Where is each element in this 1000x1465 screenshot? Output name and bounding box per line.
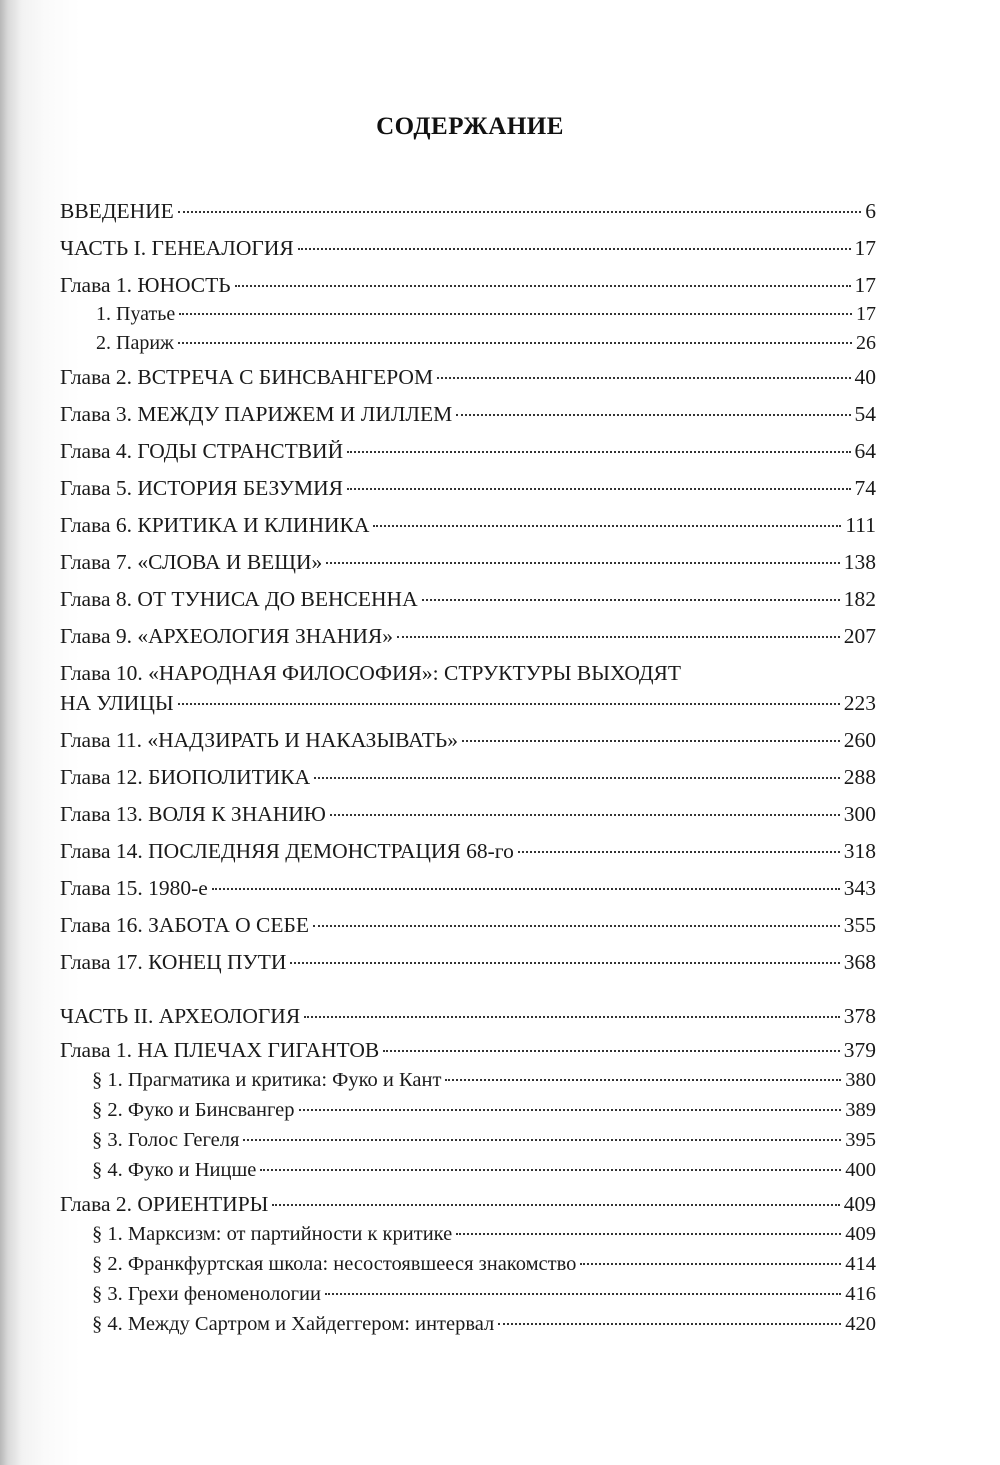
toc-chapter (60, 688, 876, 718)
toc-entry-label: ЧАСТЬ II. АРХЕОЛОГИЯ (60, 1004, 301, 1028)
toc-chapter (60, 799, 876, 829)
toc-entry-page: 400 (845, 1159, 876, 1181)
toc-chapter (60, 584, 876, 614)
toc-entry-label: Глава 7. «СЛОВА И ВЕЩИ» (60, 550, 323, 574)
toc-entry-page: 223 (843, 691, 876, 715)
dot-leader (445, 1079, 841, 1081)
toc-entry-page: 414 (845, 1253, 876, 1275)
toc-entry-label: § 4. Фуко и Ницше (92, 1159, 257, 1181)
toc-entry-label: § 1. Марксизм: от партийности к критике (92, 1223, 453, 1245)
toc-entry-page: 380 (845, 1069, 876, 1091)
toc-entry-label: Глава 6. КРИТИКА И КЛИНИКА (60, 513, 370, 537)
toc-section (60, 1309, 876, 1339)
toc-entry-page: 182 (843, 587, 876, 611)
toc-entry-label: § 4. Между Сартром и Хайдеггером: интервал (92, 1313, 495, 1335)
toc-chapter (60, 836, 876, 866)
toc-entry-label: Глава 2. ВСТРЕЧА С БИНСВАНГЕРОМ (60, 365, 434, 389)
toc-section (60, 1219, 876, 1249)
toc-entry-page: 17 (856, 303, 876, 325)
toc-entry (60, 196, 876, 226)
toc-chapter (60, 270, 876, 300)
dot-leader (272, 1204, 839, 1206)
dot-leader (304, 1016, 840, 1018)
dot-leader (178, 342, 852, 344)
toc-entry-page: 17 (854, 236, 876, 260)
dot-leader (314, 777, 840, 779)
toc-chapter (60, 510, 876, 540)
toc-entry-label: § 1. Прагматика и критика: Фуко и Кант (92, 1069, 442, 1091)
toc-chapter (60, 1189, 876, 1219)
toc-chapter (60, 725, 876, 755)
toc-entry-page: 17 (854, 273, 876, 297)
toc-entry-label: 1. Пуатье (96, 303, 176, 325)
toc-entry-label: Глава 9. «АРХЕОЛОГИЯ ЗНАНИЯ» (60, 624, 393, 648)
toc-entry-label: § 3. Грехи феноменологии (92, 1283, 321, 1305)
dot-leader (179, 313, 852, 315)
toc-entry-page: 288 (843, 765, 876, 789)
dot-leader (325, 1293, 841, 1295)
toc-entry-label: Глава 8. ОТ ТУНИСА ДО ВЕНСЕННА (60, 587, 418, 611)
toc-entry-label: Глава 1. ЮНОСТЬ (60, 273, 231, 297)
toc-entry-page: 54 (854, 402, 876, 426)
toc-entry-page: 368 (843, 950, 876, 974)
dot-leader (498, 1323, 841, 1325)
toc-entry-label: ЧАСТЬ I. ГЕНЕАЛОГИЯ (60, 236, 294, 260)
toc-entry-label: Глава 12. БИОПОЛИТИКА (60, 765, 311, 789)
dot-leader (422, 599, 840, 601)
toc-entry-label: Глава 4. ГОДЫ СТРАНСТВИЙ (60, 439, 344, 463)
toc-entry-page: 318 (843, 839, 876, 863)
toc-entry-label: Глава 2. ОРИЕНТИРЫ (60, 1192, 269, 1216)
toc-subsection (60, 300, 876, 329)
toc-entry-label: § 2. Франкфуртская школа: несостоявшееся знакомство (92, 1253, 577, 1275)
toc-entry-page: 74 (854, 476, 876, 500)
toc-entry-page: 355 (843, 913, 876, 937)
toc-entry-label: Глава 13. ВОЛЯ К ЗНАНИЮ (60, 802, 326, 826)
toc-chapter (60, 362, 876, 392)
toc-entry-page: 64 (854, 439, 876, 463)
toc-section (60, 1065, 876, 1095)
toc-entry-label: Глава 1. НА ПЛЕЧАХ ГИГАНТОВ (60, 1038, 380, 1062)
dot-leader (243, 1139, 841, 1141)
toc-entry-page: 207 (843, 624, 876, 648)
toc-entry-label: Глава 3. МЕЖДУ ПАРИЖЕМ И ЛИЛЛЕМ (60, 402, 453, 426)
toc-entry-page: 379 (843, 1038, 876, 1062)
toc-entry-page: 420 (845, 1313, 876, 1335)
dot-leader (456, 1233, 841, 1235)
toc-chapter (60, 473, 876, 503)
dot-leader (383, 1050, 839, 1052)
dot-leader (397, 636, 840, 638)
toc-entry-page: 409 (845, 1223, 876, 1245)
toc-entry-label: Глава 14. ПОСЛЕДНЯЯ ДЕМОНСТРАЦИЯ 68-го (60, 839, 514, 863)
toc-part (60, 233, 876, 263)
toc-chapter (60, 436, 876, 466)
dot-leader (326, 562, 839, 564)
toc-entry-page: 389 (845, 1099, 876, 1121)
dot-leader (178, 703, 840, 705)
toc-entry-page: 111 (845, 513, 876, 537)
toc-chapter (60, 873, 876, 903)
dot-leader (518, 851, 840, 853)
toc-entry-label: Глава 16. ЗАБОТА О СЕБЕ (60, 913, 309, 937)
toc-entry-label: Глава 5. ИСТОРИЯ БЕЗУМИЯ (60, 476, 343, 500)
dot-leader (437, 377, 850, 379)
toc-section (60, 1155, 876, 1185)
toc-chapter (60, 547, 876, 577)
toc-subsection (60, 329, 876, 358)
dot-leader (235, 285, 851, 287)
toc-entry-page: 6 (865, 199, 876, 223)
toc-part (60, 1001, 876, 1031)
toc-chapter (60, 762, 876, 792)
toc-chapter (60, 910, 876, 940)
toc-chapter (60, 947, 876, 977)
dot-leader (299, 1109, 842, 1111)
dot-leader (260, 1169, 841, 1171)
toc-entry-label: Глава 17. КОНЕЦ ПУТИ (60, 950, 287, 974)
toc-entry-page: 138 (843, 550, 876, 574)
toc-entry-page: 343 (843, 876, 876, 900)
toc-chapter (60, 1035, 876, 1065)
dot-leader (347, 488, 851, 490)
toc-entry-page: 26 (856, 332, 876, 354)
dot-leader (290, 962, 839, 964)
dot-leader (462, 740, 840, 742)
toc-section (60, 1125, 876, 1155)
toc-entry-page: 395 (845, 1129, 876, 1151)
dot-leader (313, 925, 840, 927)
toc-entry-label: 2. Париж (96, 332, 174, 354)
dot-leader (330, 814, 840, 816)
toc-section (60, 1279, 876, 1309)
dot-leader (580, 1263, 841, 1265)
toc-entry-label: Глава 15. 1980-е (60, 876, 208, 900)
dot-leader (178, 211, 861, 213)
toc-entry-label: ВВЕДЕНИЕ (60, 199, 174, 223)
toc-entry-label: § 3. Голос Гегеля (92, 1129, 240, 1151)
page-title: СОДЕРЖАНИЕ (376, 113, 564, 140)
toc-entry-page: 260 (843, 728, 876, 752)
toc-chapter (60, 399, 876, 429)
toc-entry-label-line1: Глава 10. «НАРОДНАЯ ФИЛОСОФИЯ»: СТРУКТУРЫ ВЫХОДЯТ (60, 661, 682, 685)
toc-entry-page: 40 (854, 365, 876, 389)
toc-entry-label: НА УЛИЦЫ (60, 691, 174, 715)
dot-leader (347, 451, 850, 453)
toc-chapter (60, 621, 876, 651)
table-of-contents (60, 196, 876, 1339)
toc-entry-page: 378 (843, 1004, 876, 1028)
toc-entry-label: § 2. Фуко и Бинсвангер (92, 1099, 295, 1121)
toc-entry-page: 300 (843, 802, 876, 826)
dot-leader (456, 414, 850, 416)
toc-entry-page: 409 (843, 1192, 876, 1216)
toc-section (60, 1095, 876, 1125)
dot-leader (373, 525, 841, 527)
dot-leader (212, 888, 840, 890)
dot-leader (298, 248, 851, 250)
toc-entry-page: 416 (845, 1283, 876, 1305)
toc-section (60, 1249, 876, 1279)
toc-entry-label: Глава 11. «НАДЗИРАТЬ И НАКАЗЫВАТЬ» (60, 728, 458, 752)
